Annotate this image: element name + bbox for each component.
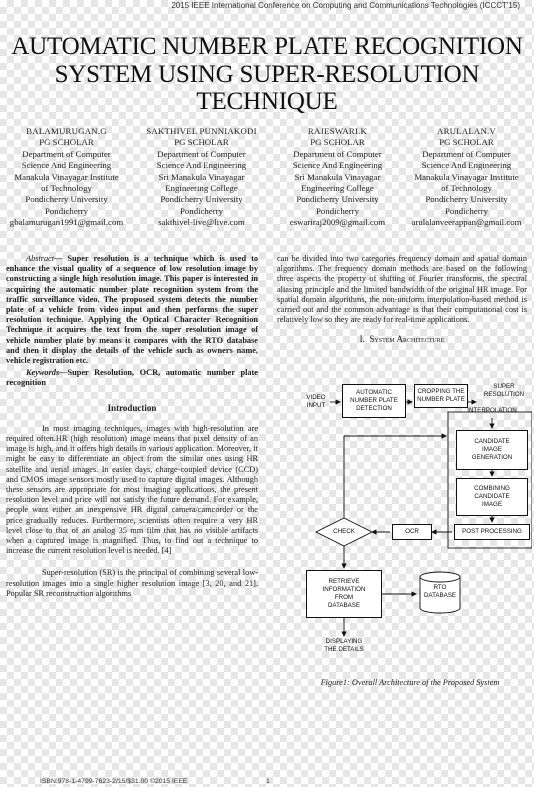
author-role: PG SCHOLAR xyxy=(439,137,494,148)
candidate-box: CANDIDATE IMAGE GENERATION xyxy=(456,430,528,470)
ocr-box: OCR xyxy=(392,524,432,540)
author-affiliation-line: Pondicherry University xyxy=(160,194,243,205)
crop-box: CROPPING THE NUMBER PLATE xyxy=(414,384,468,408)
author-affiliation-line: Sri Manakula Vinayagar xyxy=(158,171,245,182)
author-affiliation-line: Department of Computer xyxy=(157,148,246,159)
retrieve-box: RETRIEVE INFORMATION FROM DATABASE xyxy=(306,570,382,618)
post-processing-box: POST PROCESSING xyxy=(454,524,530,540)
keywords-label: Keywords xyxy=(26,368,60,378)
rto-database-label: RTO DATABASE xyxy=(423,584,457,599)
page-number: 1 xyxy=(266,778,270,785)
author-name: RAJESWARI.K xyxy=(307,126,368,136)
author-role: PG SCHOLAR xyxy=(174,137,229,148)
section-heading xyxy=(277,334,527,344)
conference-header: 2015 IEEE International Conference on Computing and Communications Technologies (ICCCT'15) xyxy=(171,1,520,10)
author-1 xyxy=(0,126,133,229)
intro-paragraph-1: In most imaging techniques, images with high-resolution are required often.HR (high resolution) image means that pixel density of an image is high, and it offers high details in various application. Moreover, it might be easy to differentiate an object from the similar ones using HR satellite and aerial images. In easier days, charge-coupled device (CCD) and CMOS image sensors mostly used to capture digital images. Although these sensors are appropriate for most imaging applications, the present resolution level and price will not satisfy the future demand. For example, people want either an inexpensive HR digital camera/camcorder or the price gradually reduces. Furthermore, scientists often require a very HR level close to that of an analog 35 mm film that has no visible artifacts when a captured image is magnified. Thus, to find out a technique to increase the current resolution level is needed. [4] xyxy=(6,423,258,556)
detect-box: AUTOMATIC NUMBER PLATE DETECTION xyxy=(342,384,406,418)
author-4 xyxy=(400,126,533,229)
author-role: PG SCHOLAR xyxy=(39,137,94,148)
author-affiliation-line: Science And Engineering xyxy=(292,160,383,171)
abstract-text: — Super resolution is a technique which is used to enhance the visual quality of a sequence of low resolution image by constructing a single high resolution image. This paper is interested in acquiring the automatic number plate recognition system from the traffic surveillance video. The proposed system detects the number plate of a vehicle from video input and then performs the super resolution technique. Applying the Optical Character Recognition Technique it acquires the text from the super resolution image of vehicle number plate by means it compares with the RTO database and then it display the details of the vehicle such as owners name, vehicle registration etc. xyxy=(6,254,258,366)
keywords xyxy=(6,368,258,388)
intro-paragraph-2: Super-resolution (SR) is the principal of combining several low-resolution images into a single higher resolution image [3, 20, and 21]. Popular SR reconstruction algorithms xyxy=(6,568,258,598)
architecture-diagram xyxy=(302,384,532,674)
author-affiliation-line: of Technology xyxy=(41,183,92,194)
author-2 xyxy=(135,126,268,229)
interpolation-label: INTERPOLATION xyxy=(467,407,517,414)
author-affiliation-line: Pondicherry University xyxy=(296,194,379,205)
author-affiliation-line: Engineering College xyxy=(165,183,238,194)
author-affiliation-line: Sri Manakula Vinayagar xyxy=(294,171,381,182)
section-title: System Architecture xyxy=(369,334,445,345)
right-paragraph-1: can be divided into two categories frequency domain and spatial domain algorithms. The frequency domain methods are based on the following three aspects the property of shifting of Fourier transforms, the spectral aliasing principle and the limited bandwidth of the original HR image. For spatial domain algorithms, the non-uniform interpolation-based method is carried out and the common advantage is that their computational cost is relatively low so they are ready for real-time applications. xyxy=(277,254,527,325)
author-affiliation-line: Department of Computer xyxy=(293,148,382,159)
isbn-footer: ISBN:978-1-4799-7623-2/15/$31.00 ©2015 IEEE xyxy=(40,778,188,785)
author-affiliation-line: Pondicherry xyxy=(180,205,223,216)
author-affiliation-line: Department of Computer xyxy=(422,148,511,159)
paper-title xyxy=(0,33,534,116)
intro-heading: Introduction xyxy=(107,402,157,413)
author-email[interactable]: gbalamurugan1991@gmail.com xyxy=(9,217,124,228)
author-affiliation-line: Pondicherry xyxy=(45,205,88,216)
author-affiliation-line: Pondicherry xyxy=(445,205,488,216)
author-affiliation-line: Pondicherry University xyxy=(425,194,508,205)
check-label: CHECK xyxy=(333,528,355,535)
author-affiliation-line: Manakula Vinayagar Institute xyxy=(14,171,119,182)
author-email[interactable]: eswariraj2009@gmail.com xyxy=(289,217,386,228)
author-name: ARULALAN.V xyxy=(437,126,496,136)
author-role: PG SCHOLAR xyxy=(310,137,365,148)
title-line-2: SYSTEM USING SUPER-RESOLUTION xyxy=(54,60,480,88)
section-number: I. xyxy=(359,334,365,345)
abstract-label: Abstract xyxy=(26,254,55,263)
author-affiliation-line: Manakula Vinayagar Institute xyxy=(414,171,519,182)
rto-cylinder-top xyxy=(420,572,460,582)
author-email[interactable]: sakthivel-live@live.com xyxy=(158,217,245,228)
author-3 xyxy=(271,126,404,229)
author-affiliation-line: Science And Engineering xyxy=(21,160,112,171)
author-name: BALAMURUGAN.G xyxy=(26,126,107,136)
title-line-1: AUTOMATIC NUMBER PLATE RECOGNITION xyxy=(11,33,523,60)
author-email[interactable]: arulalanveerappan@gmail.com xyxy=(411,217,522,228)
figure-caption: Figure1: Overall Architecture of the Proposed System xyxy=(320,678,500,687)
author-affiliation-line: Science And Engineering xyxy=(421,160,512,171)
author-affiliation-line: Science And Engineering xyxy=(156,160,247,171)
author-affiliation-line: of Technology xyxy=(441,183,492,194)
left-column xyxy=(6,254,258,599)
video-input-label: VIDEO INPUT xyxy=(306,394,326,409)
author-affiliation-line: Pondicherry xyxy=(316,205,359,216)
combine-box: COMBINING CANDIDATE IMAGE xyxy=(456,478,528,516)
author-affiliation-line: Department of Computer xyxy=(22,148,111,159)
author-affiliation-line: Engineering College xyxy=(301,183,374,194)
title-line-3: TECHNIQUE xyxy=(196,88,338,115)
sr-title: SUPER RESOLUTION xyxy=(483,383,525,398)
display-label: DISPLAYING THE DETAILS xyxy=(324,638,364,653)
abstract xyxy=(6,254,258,366)
right-column xyxy=(277,254,527,353)
author-name: SAKTHIVEL PUNNIAKODI xyxy=(146,126,257,136)
author-affiliation-line: Pondicherry University xyxy=(25,194,108,205)
keywords-text: —Super Resolution, OCR, automatic number plate recognition xyxy=(6,368,258,388)
